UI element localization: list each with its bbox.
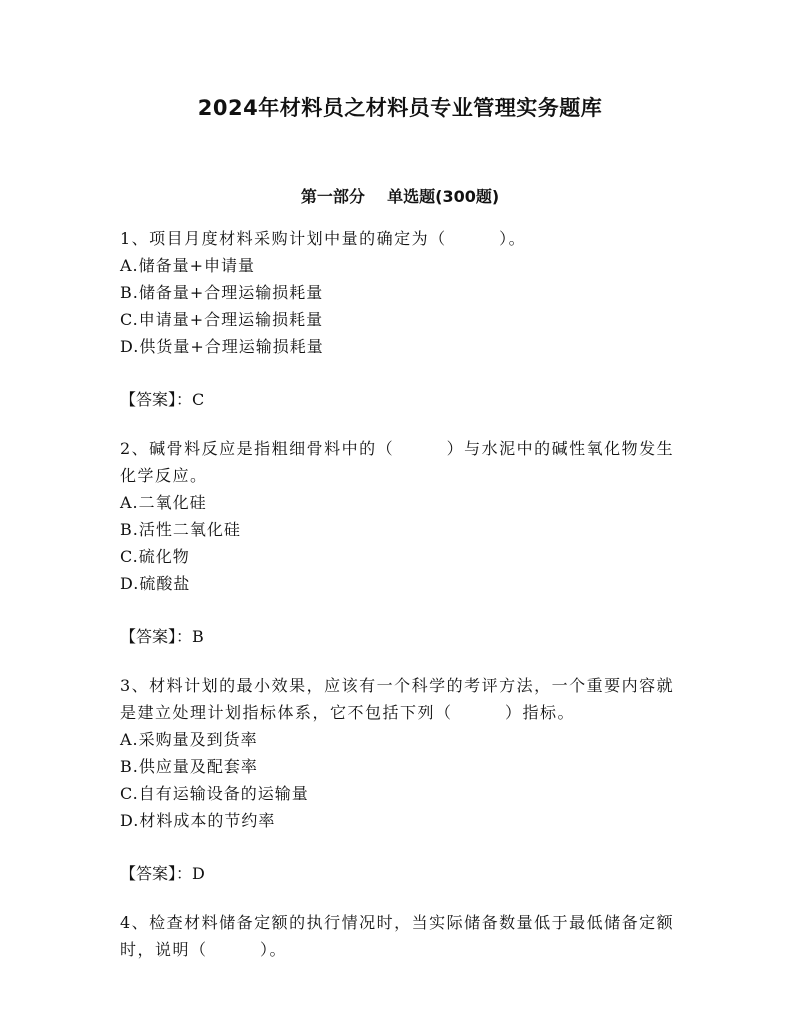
- option-c: C.硫化物: [120, 547, 190, 566]
- question-stem: 2、碱骨料反应是指粗细骨料中的（ ）与水泥中的碱性氧化物发生化学反应。: [120, 439, 675, 485]
- option-a: A.储备量+申请量: [120, 256, 256, 275]
- option-b: B.供应量及配套率: [120, 757, 258, 776]
- question-stem: 3、材料计划的最小效果，应该有一个科学的考评方法，一个重要内容就是建立处理计划指标体系，它不包括下列（ ）指标。: [120, 676, 675, 722]
- option-b: B.活性二氧化硅: [120, 520, 241, 539]
- option-a: A.采购量及到货率: [120, 730, 258, 749]
- option-d: D.供货量+合理运输损耗量: [120, 337, 324, 356]
- answer: 【答案】：D: [120, 864, 205, 883]
- document-title: 2024年材料员之材料员专业管理实务题库: [197, 96, 603, 120]
- question-3: [120, 672, 680, 887]
- question-1: [120, 225, 680, 413]
- option-b: B.储备量+合理运输损耗量: [120, 283, 324, 302]
- section-title: 第一部分 单选题(300题): [300, 187, 500, 206]
- option-c: C.申请量+合理运输损耗量: [120, 310, 324, 329]
- question-stem: 1、项目月度材料采购计划中量的确定为（ ）。: [120, 229, 527, 248]
- question-2: [120, 435, 680, 650]
- option-d: D.硫酸盐: [120, 574, 191, 593]
- answer: 【答案】：C: [120, 390, 205, 409]
- question-stem: 4、检查材料储备定额的执行情况时，当实际储备数量低于最低储备定额时，说明（ ）。: [120, 913, 675, 959]
- answer: 【答案】：B: [120, 627, 204, 646]
- option-a: A.二氧化硅: [120, 493, 207, 512]
- question-4: [120, 909, 680, 963]
- option-c: C.自有运输设备的运输量: [120, 784, 309, 803]
- option-d: D.材料成本的节约率: [120, 811, 276, 830]
